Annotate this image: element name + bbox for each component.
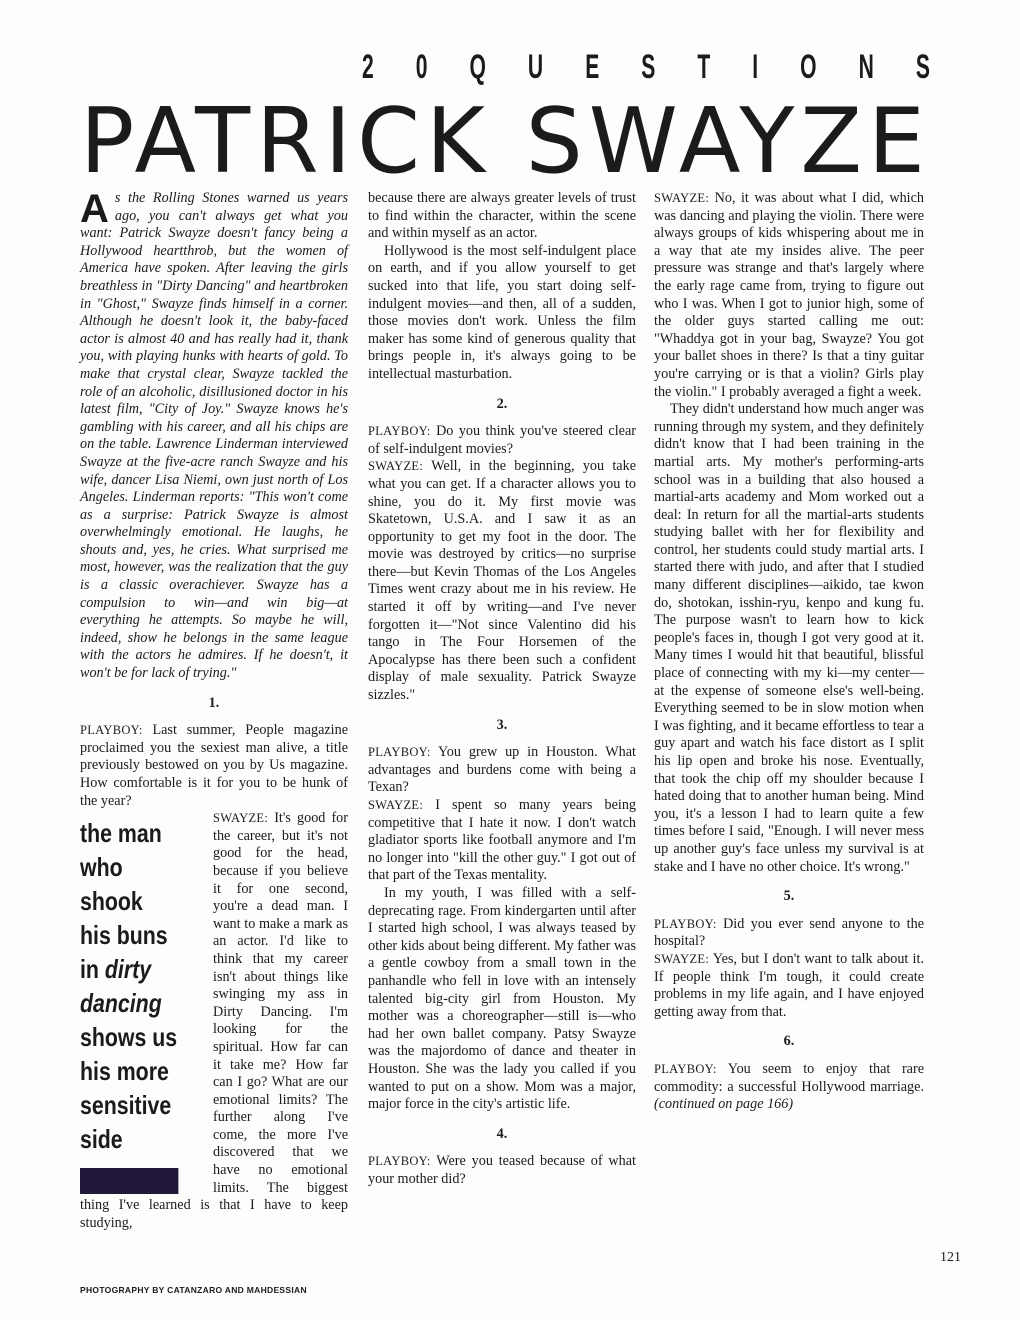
intro-paragraph bbox=[80, 187, 348, 683]
question-body: You grew up in Houston. What advantages and burdens come with being a Texan? bbox=[368, 744, 636, 796]
question-body: Last summer, People magazine proclaimed you the sexiest man alive, a title previously bestowed on you by Us magazine. How comfortable is it for you to be hunk of the year? bbox=[80, 722, 348, 809]
answer-body: I spent so many years being competitive that I hate it now. I don't watch gladiator sports like football anymore and I'm no longer into "kill the other guy." I got out of that part of the Texas mentality. bbox=[368, 797, 637, 884]
pull-quote-line: dirty bbox=[104, 954, 152, 985]
photo-credit: PHOTOGRAPHY BY CATANZARO AND MAHDESSIAN bbox=[80, 1285, 307, 1295]
question-body: Did you ever send anyone to the hospital? bbox=[654, 915, 924, 950]
drop-cap: A bbox=[80, 187, 109, 231]
question-number: 3. bbox=[496, 716, 508, 733]
column-3 bbox=[654, 190, 924, 1114]
answer-text: because there are always greater levels of trust to find within the character, within the scene and within myself as an actor. bbox=[368, 190, 636, 242]
series-letter: 0 bbox=[415, 48, 428, 86]
speaker-label: PLAYBOY: bbox=[654, 916, 717, 931]
decorative-bar bbox=[80, 1168, 178, 1194]
question-number: 4. bbox=[496, 1125, 508, 1142]
speaker-label: PLAYBOY: bbox=[368, 424, 431, 439]
speaker-label: PLAYBOY: bbox=[80, 723, 143, 738]
article-title: PATRICK SWAYZE bbox=[80, 89, 931, 194]
series-letter: U bbox=[527, 48, 544, 86]
pull-quote-line: his buns bbox=[80, 920, 168, 951]
pull-quote bbox=[80, 816, 183, 1194]
answer-body: No, it was about what I did, which was dancing and playing the violin. There were always groups of kids whispering about me in a way that ate my insides alive. The peer pressure was strange and that's largely where the early rage came from, trying to figure out who I was. When I got to junior high, some of the older guys started calling me out: "Whaddya got in your bag, Swayze? You got your ballet shoes in there? Is that a tiny guitar you're carrying or is that a violin? Girls play the violin." I probably averaged a fight a week. bbox=[654, 190, 924, 400]
question-text bbox=[654, 916, 924, 951]
question-number: 1. bbox=[208, 694, 220, 711]
question-text bbox=[80, 722, 348, 810]
answer-body: It's good for the career, but it's not good for the head, because if you believe it for one second, you're a dead man. I want to make a mark as an actor. I'd like to think that my career isn't about things like swinging my ass in Dirty Dancing. I'm looking for the spiritual. How far can it take me? How far can I go? What are our emotional limits? The further along I've come, the more I've discovered that we have no emotional limits. The biggest thing I've learned is that I have to keep studying, bbox=[80, 810, 349, 1231]
pull-quote-line: who shook bbox=[80, 852, 143, 917]
question-text bbox=[368, 744, 636, 797]
page-number: 121 bbox=[940, 1250, 961, 1265]
question-number: 2. bbox=[496, 395, 508, 412]
question-body: Do you think you've steered clear of self-indulgent movies? bbox=[368, 423, 636, 457]
answer-text: In my youth, I was filled with a self-deprecating rage. From kindergarten until after I started high school, I was always teased by other kids about being different. My father was a gentle cowboy from a small town in the panhandle who fell in love with an intensely talented big-city girl from Houston. My mother was a choreographer—still is—who had her own ballet company. Patsy Swayze was the majordomo of dance and theater in Houston. She was the lady you called if you wanted to put on a show. Mom was a major, major force in the city's artistic life. bbox=[368, 884, 636, 1113]
series-letter: S bbox=[641, 48, 656, 86]
series-letter: 2 bbox=[362, 48, 374, 86]
speaker-label: PLAYBOY: bbox=[368, 745, 431, 760]
speaker-label: PLAYBOY: bbox=[654, 1061, 717, 1076]
series-letter: O bbox=[800, 48, 817, 86]
question-number: 6. bbox=[783, 1033, 795, 1050]
series-letter: N bbox=[858, 48, 874, 86]
pull-quote-line: his more bbox=[80, 1056, 169, 1087]
speaker-label: SWAYZE: bbox=[654, 951, 710, 966]
speaker-label: SWAYZE: bbox=[654, 191, 710, 205]
question-text bbox=[654, 1061, 924, 1114]
pull-quote-line: side bbox=[80, 1124, 123, 1155]
speaker-label: PLAYBOY: bbox=[368, 1154, 431, 1169]
question-number: 5. bbox=[783, 888, 795, 905]
question-text bbox=[368, 423, 636, 458]
answer-body: Yes, but I don't want to talk about it. If people think I'm tough, it could create problems in my life again, and I have enjoyed getting away from that. bbox=[654, 950, 924, 1020]
speaker-label: SWAYZE: bbox=[368, 798, 424, 812]
pull-quote-line: sensitive bbox=[80, 1090, 172, 1121]
answer-text bbox=[368, 458, 636, 704]
pull-quote-line: shows us bbox=[80, 1022, 178, 1053]
question-body: You seem to enjoy that rare commodity: a successful Hollywood marriage. bbox=[654, 1060, 924, 1095]
column-2 bbox=[368, 190, 636, 1188]
question-text bbox=[368, 1153, 636, 1188]
speaker-label: SWAYZE: bbox=[368, 459, 424, 474]
answer-text bbox=[654, 951, 924, 1021]
pull-quote-line: dancing bbox=[80, 988, 162, 1019]
speaker-label: SWAYZE: bbox=[213, 811, 269, 826]
answer-body: Well, in the beginning, you take what you can get. If a character allows you to shine, you do it. My first movie was Skatetown, U.S.A. and I saw it as an opportunity to get my foot in the door. The movie was destroyed by critics—no surprise there—but Kevin Thomas of the Los Angeles Times went crazy about me in his review. He started it off by writing—and I've never forgotten it—"Not since Valentino did his tango in The Four Horsemen of the Apocalypse has there been such a confident display of male sexuality. Patrick Swayze sizzles." bbox=[368, 458, 636, 704]
answer-text: Hollywood is the most self-indulgent place on earth, and if you allow yourself to get sucked into that life, you start doing self-indulgent movies—and then, all of a sudden, those movies don't work. Unless the film maker has some kind of generous quality that brings people in, it's always going to be intellectual masturbation. bbox=[368, 242, 636, 382]
pull-quote-line: in bbox=[80, 954, 105, 985]
answer-text bbox=[368, 797, 636, 885]
answer-text bbox=[80, 810, 348, 1232]
pull-quote-line: the man bbox=[80, 818, 162, 849]
intro-text: s the Rolling Stones warned us years ago, you can't always get what you want: Patrick Swayze doesn't fancy being a Hollywood heartthrob, but the women of America have spoken. After leaving the girls breathless in "Dirty Dancing" and heartbroken in "Ghost," Swayze finds himself in a corner. Although he doesn't look it, the baby-faced actor is almost 40 and has really had it, thank you, with playing hunks with hearts of gold. To make that crystal clear, Swayze tackled the role of an alcoholic, disillusioned doctor in his latest film, "City of Joy." Swayze knows he's gambling with his career, and all his chips are on the table. Lawrence Linderman interviewed Swayze at the five-acre ranch Swayze and his wife, dancer Lisa Niemi, own just north of Los Angeles. Linderman reports: "This won't come as a surprise: Patrick Swayze is almost overwhelmingly emotional. He laughs, he shouts and, yes, he cries. What surprised me most, however, was the realization that the guy is a classic overachiever. Swayze has a compulsion to win—and win big—at everything he attempts. So maybe he will, indeed, show he belongs in the same league with the actors he admires. If he doesn't, it won't be for lack of trying." bbox=[80, 190, 348, 682]
series-letter: T bbox=[697, 48, 711, 86]
series-letter: E bbox=[585, 48, 600, 86]
series-letter: S bbox=[915, 48, 930, 86]
series-letter: Q bbox=[469, 48, 486, 86]
series-heading bbox=[362, 48, 930, 87]
question-body: Were you teased because of what your mother did? bbox=[368, 1153, 636, 1187]
answer-text bbox=[654, 190, 924, 401]
continued-note: (continued on page 166) bbox=[654, 1096, 794, 1113]
column-1 bbox=[80, 187, 349, 1232]
answer-text: They didn't understand how much anger was running through my system, and they definitely didn't know that I had been training in the martial arts. My mother's performing-arts school was in a building that also housed a martial-arts academy and Mom worked out a deal: In return for all the martial-arts students studying ballet with her for flexibility and control, her students could study martial arts. I started there with judo, and after that I studied many different disciplines—aikido, tae kwon do, shotokan, isshin-ryu, kenpo and kung fu. The purpose wasn't to learn how to kick people's faces in, though I got very good at it. Many times I would hit that beautiful, blissful place of connecting with my ki—my center—at the expense of someone else's well-being. Everything seemed to be in slow motion when I was fighting, and it became effortless to tear a guy apart and watch his face distort as I split his lip open and broke his nose. Eventually, that took the chip off my shoulder because I hated doing that to another human being. Mind you, it's a lesson I had to learn quite a few times before I said, "Enough. I will never mess up another guy's face unless my survival is at stake and I have no other choice. It's wrong." bbox=[654, 401, 924, 875]
series-letter: I bbox=[752, 48, 759, 86]
